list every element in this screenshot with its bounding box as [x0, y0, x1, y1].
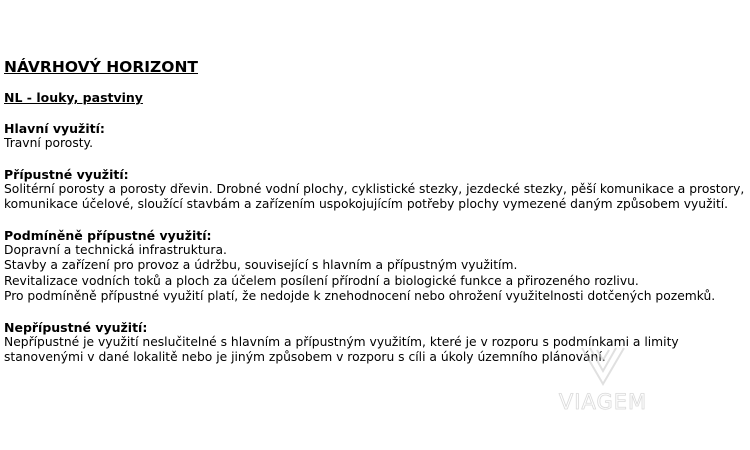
section-line: Nepřípustné je využití neslučitelné s hlavním a přípustným využitím, které je v rozporu s podmínkami a limity: [4, 334, 679, 349]
section-line: Pro podmíněně přípustné využití platí, že nedojde k znehodnocení nebo ohrožení využitelnosti dotčených pozemků.: [4, 289, 716, 303]
watermark-text: VIAGEM: [558, 390, 648, 414]
document-body: [4, 57, 746, 366]
section-line: Stavby a zařízení pro provoz a údržbu, související s hlavním a přípustným využitím.: [4, 258, 518, 272]
section-line: Solitérní porosty a porosty dřevin. Drobné vodní plochy, cyklistické stezky, jezdecké stezky, pěší komunikace a prostory,: [4, 181, 745, 196]
section-heading: Přípustné využití:: [4, 166, 129, 182]
section-line: Revitalizace vodních toků a ploch za účelem posílení přírodní a biologické funkce a přirozeného rozlivu.: [4, 273, 639, 288]
section-permitted-use: [4, 167, 746, 213]
section-heading: Podmíněně přípustné využití:: [4, 227, 212, 243]
document-subtitle: NL - louky, pastviny: [4, 90, 143, 105]
section-line: Dopravní a technická infrastruktura.: [4, 242, 227, 257]
section-heading: Hlavní využití:: [4, 121, 105, 136]
section-line: Travní porosty.: [4, 136, 93, 150]
section-line: komunikace účelové, sloužící stavbám a zařízením uspokojujícím potřeby plochy vymezené daným způsobem využití.: [4, 197, 729, 211]
section-line: stanovenými v dané lokalitě nebo je jiným způsobem v rozporu s cíli a úkoly územního plánování.: [4, 350, 606, 364]
section-heading: Nepřípustné využití:: [4, 319, 148, 335]
section-main-use: [4, 121, 746, 152]
diamond-logo-icon: [578, 338, 628, 388]
document-title: NÁVRHOVÝ HORIZONT: [4, 58, 199, 76]
section-conditional-use: [4, 228, 746, 305]
watermark: [548, 338, 658, 418]
